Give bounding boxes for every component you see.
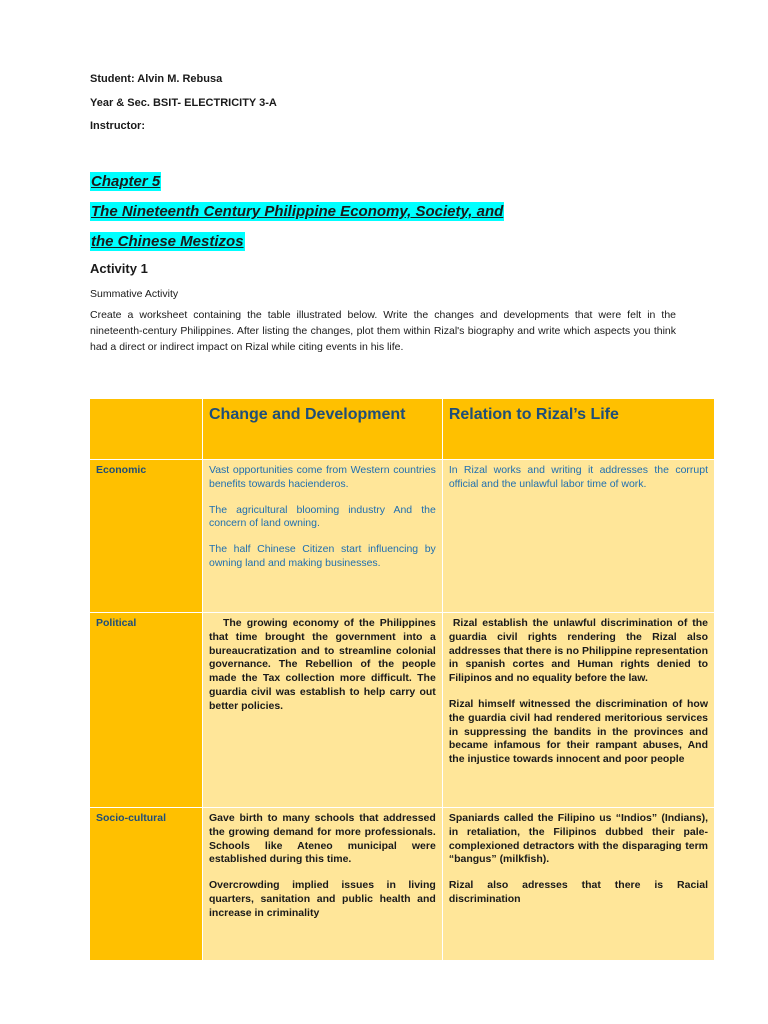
chapter-subtitle-line-1: The Nineteenth Century Philippine Economy, Society, and	[91, 203, 504, 220]
socio-cultural-relation-cell	[442, 808, 714, 961]
header-change-label: Change and Development	[208, 406, 406, 423]
table-row-economic	[90, 460, 714, 613]
socio-cultural-change-paragraph: Gave birth to many schools that addressed the growing demand for more professionals. Schools like Ateneo municipal were established during this time.	[208, 812, 436, 866]
changes-table	[90, 399, 714, 960]
activity-heading: Activity 1	[90, 261, 148, 276]
table-row-political	[90, 613, 714, 808]
political-relation-paragraph: Rizal himself witnessed the discrimination of how the guardia civil had rendered meritorious services in suppressing the bandits in the provinces and became infamous for their rampant abuses, And the injustice towards innocent and poor people	[448, 697, 708, 766]
economic-change-paragraph: The agricultural blooming industry And the concern of land owning.	[208, 503, 436, 530]
chapter-subtitle-line-2: the Chinese Mestizos	[91, 233, 244, 250]
table-row-socio-cultural	[90, 808, 714, 961]
socio-cultural-change-cell	[202, 808, 442, 961]
socio-cultural-change-paragraph: Overcrowding implied issues in living quarters, sanitation and public health and increase in criminality	[208, 879, 436, 919]
table-header-empty	[90, 399, 202, 460]
table-header-row	[90, 399, 714, 460]
instructor-label: Instructor:	[90, 120, 145, 132]
political-relation-cell	[442, 613, 714, 808]
economic-change-paragraph: Vast opportunities come from Western countries benefits towards hacienderos.	[208, 464, 436, 490]
activity-subheading: Summative Activity	[90, 288, 179, 300]
chapter-title: Chapter 5	[91, 173, 161, 190]
socio-cultural-relation-paragraph: Spaniards called the Filipino us “Indios” (Indians), in retaliation, the Filipinos dubbed their pale-complexioned detractors with the disparaging term “bangus” (milkfish).	[448, 812, 708, 866]
student-name: Student: Alvin M. Rebusa	[90, 73, 223, 85]
economic-change-paragraph: The half Chinese Citizen start influencing by owning land and making businesses.	[208, 543, 436, 569]
table-header-relation	[442, 399, 714, 460]
year-section: Year & Sec. BSIT- ELECTRICITY 3-A	[90, 97, 277, 109]
economic-relation-cell	[442, 460, 714, 613]
row-label-political: Political	[90, 613, 202, 808]
political-relation-paragraph: Rizal establish the unlawful discrimination of the guardia civil rights rendering the Rizal also addresses that there is no Philippine representation in spanish cortes and Human rights denied to Filipinos and no equality before the law.	[448, 617, 708, 685]
header-relation-label: Relation to Rizal’s Life	[448, 406, 619, 423]
political-change-paragraph: The growing economy of the Philippines that time brought the government into a bureaucratization and to streamline colonial governance. The Rebellion of the people made the Tax collection more difficult. The guardia civil was establish to help carry out better policies.	[208, 617, 436, 712]
row-label-economic: Economic	[90, 460, 202, 613]
economic-relation-paragraph: In Rizal works and writing it addresses the corrupt official and the unlawful labor time of work.	[448, 464, 708, 490]
table-header-change	[202, 399, 442, 460]
activity-instructions: Create a worksheet containing the table illustrated below. Write the changes and developments that were felt in the nineteenth-century Philippines. After listing the changes, plot them within Rizal's biography and write which aspects you think had a direct or indirect impact on Rizal while citing events in his life.	[90, 309, 676, 353]
socio-cultural-relation-paragraph: Rizal also adresses that there is Racial discrimination	[448, 879, 708, 905]
row-label-socio-cultural: Socio-cultural	[90, 808, 202, 961]
economic-change-cell	[202, 460, 442, 613]
political-change-cell	[202, 613, 442, 808]
